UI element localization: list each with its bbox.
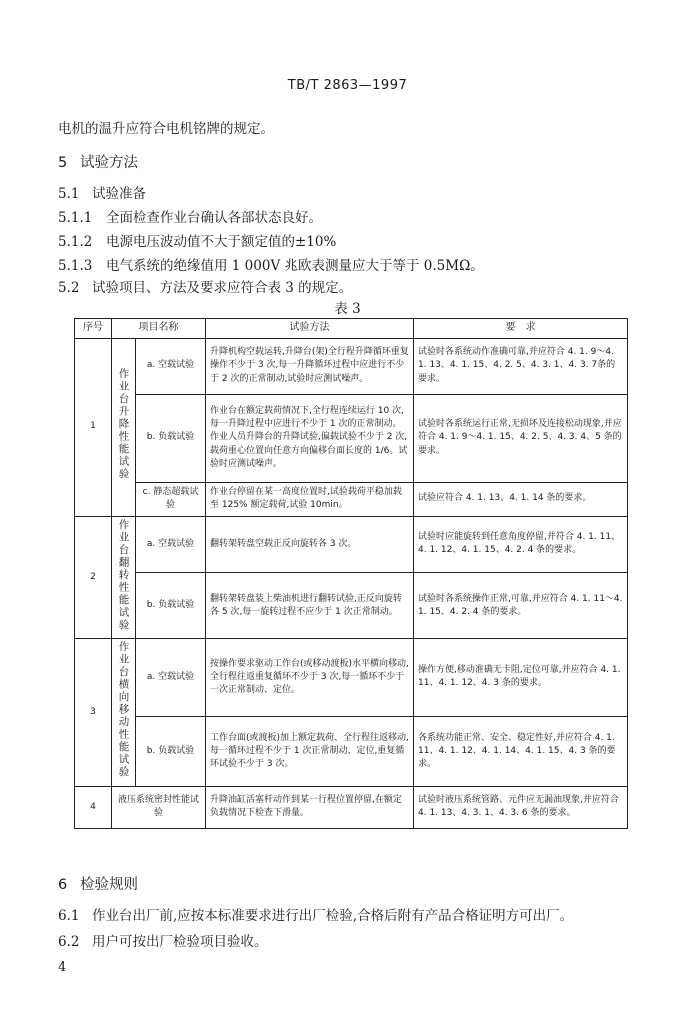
table-row	[75, 338, 628, 394]
requirement-cell: 试验应符合 4. 1. 13、4. 1. 14 条的要求。	[414, 482, 628, 516]
table-row	[75, 394, 628, 482]
row-number: 1	[75, 338, 112, 516]
method-cell: 翻转架转盘空载正反向旋转各 3 次。	[206, 516, 414, 573]
table-title: 表 3	[334, 301, 361, 317]
requirement-cell: 试验时液压系统管路、元件应无漏油现象,并应符合 4. 1. 13、4. 3. 1、4. 3. 6 条的要求。	[414, 786, 628, 828]
requirement-cell: 试验时各系统动作准确可靠,并应符合 4. 1. 9～4. 1. 13、4. 1. 15、4. 2. 5、4. 3. 1、4. 3. 7条的要求。	[414, 338, 628, 394]
clause-5-2	[58, 276, 352, 296]
clause-number: 5.2	[58, 280, 80, 296]
clause-5-1-3	[58, 254, 484, 274]
method-cell: 作业台在额定载荷情况下,全行程连续运行 10 次,每一升降过程中应进行不少于 1 次的正常制动。作业人员升降台的升降试验,偏载试验不少于 2 次,载荷重心位置向任意方向偏移台面长度的 1/6。试验时应测试噪声。	[206, 394, 414, 482]
clause-number: 6.1	[58, 908, 80, 924]
method-cell: 按操作要求驱动工作台(或移动渡板)水平横向移动,全行程往返重复循环不少于 3 次,每一循环不少于一次正常制动、定位。	[206, 639, 414, 717]
clause-text: 电气系统的绝缘值用 1 000V 兆欧表测量应大于等于 0.5MΩ。	[106, 258, 484, 274]
clause-5-1-1	[58, 206, 322, 226]
section-6-heading	[58, 873, 138, 894]
item-name: b. 负载试验	[136, 394, 206, 482]
clause-number: 5.1.1	[58, 210, 93, 226]
requirement-cell: 各系统功能正常、安全、稳定性好,并应符合 4. 1. 11、4. 1. 12、4. 1. 14、4. 1. 15、4. 3 条的要求。	[414, 716, 628, 786]
item-name: a. 空载试验	[136, 639, 206, 717]
clause-text: 试验项目、方法及要求应符合表 3 的规定。	[92, 280, 353, 296]
requirement-cell: 试验时各系统运行正常,无损坏及连接松动现象,并应符合 4. 1. 9～4. 1. 15、4. 2. 5、4. 3. 4、5 条的要求。	[414, 394, 628, 482]
table-row	[75, 482, 628, 516]
test-methods-table	[74, 318, 628, 829]
clause-text: 作业台出厂前,应按本标准要求进行出厂检验,合格后附有产品合格证明方可出厂。	[92, 908, 574, 924]
table-row	[75, 639, 628, 717]
section-number: 5	[58, 155, 68, 171]
carried-over-text: 电机的温升应符合电机铭牌的规定。	[58, 121, 274, 137]
item-name: c. 静态超载试验	[136, 482, 206, 516]
clause-5-1	[58, 182, 146, 202]
table-header-row	[75, 319, 628, 339]
section-title: 试验方法	[80, 155, 138, 171]
header-method: 试验方法	[206, 319, 414, 339]
row-number: 3	[75, 639, 112, 787]
method-cell: 工作台面(或渡板)加上额定载荷、全行程往返移动,每一循环过程不少于 1 次正常制动、定位,重复循环试验不少于 3 次。	[206, 716, 414, 786]
requirement-cell: 操作方便,移动准确无卡阻,定位可靠,并应符合 4. 1. 11、4. 1. 12、4. 3 条的要求。	[414, 639, 628, 717]
header-item: 项目名称	[112, 319, 206, 339]
header-no: 序号	[75, 319, 112, 339]
clause-text: 电源电压波动值不大于额定值的±10%	[106, 234, 337, 250]
method-cell: 升降油缸活塞杆动作到某一行程位置停留,在额定负载情况下检查下滑量。	[206, 786, 414, 828]
item-name: b. 负载试验	[136, 716, 206, 786]
group-name: 作业台升降性能试验	[112, 338, 136, 516]
clause-number: 5.1.3	[58, 258, 93, 274]
requirement-cell: 试验时各系统操作正常,可靠,并应符合 4. 1. 11～4. 1. 15、4. 2. 4 条的要求。	[414, 573, 628, 639]
method-cell: 翻转架转盘装上柴油机进行翻转试验,正反向旋转各 5 次,每一旋转过程不应少于 1 次正常制动。	[206, 573, 414, 639]
row-number: 4	[75, 786, 112, 828]
table-row	[75, 786, 628, 828]
group-name: 作业台横向移动性能试验	[112, 639, 136, 787]
section-title: 检验规则	[80, 877, 138, 893]
section-number: 6	[58, 877, 68, 893]
clause-text: 试验准备	[92, 186, 146, 202]
clause-number: 5.1	[58, 186, 80, 202]
row-number: 2	[75, 516, 112, 639]
page-number: 4	[58, 960, 67, 975]
item-name: a. 空载试验	[136, 338, 206, 394]
clause-5-1-2	[58, 230, 336, 250]
header-requirement: 要 求	[414, 319, 628, 339]
clause-number: 5.1.2	[58, 234, 93, 250]
method-cell: 升降机构空载运转,升降台(架)全行程升降循环重复操作不少于 3 次,每一升降循环过程中应进行不少于 2 次的正常制动,试验时应测试噪声。	[206, 338, 414, 394]
clause-text: 全面检查作业台确认各部状态良好。	[106, 210, 322, 226]
clause-6-1	[58, 904, 573, 924]
item-name: a. 空载试验	[136, 516, 206, 573]
table-row	[75, 716, 628, 786]
clause-number: 6.2	[58, 934, 80, 950]
item-name: 液压系统密封性能试验	[112, 786, 206, 828]
group-name: 作业台翻转性能试验	[112, 516, 136, 639]
section-5-heading	[58, 151, 138, 172]
standard-number-header: TB/T 2863—1997	[287, 78, 408, 93]
clause-text: 用户可按出厂检验项目验收。	[92, 934, 268, 950]
table-row	[75, 516, 628, 573]
requirement-cell: 试验时应能旋转到任意角度停留,并符合 4. 1. 11、4. 1. 12、4. 1. 15、4. 2. 4 条的要求。	[414, 516, 628, 573]
method-cell: 作业台停留在某一高度位置时,试验载荷平稳加载至 125% 额定载荷,试验 10min。	[206, 482, 414, 516]
item-name: b. 负载试验	[136, 573, 206, 639]
table-row	[75, 573, 628, 639]
clause-6-2	[58, 930, 268, 950]
